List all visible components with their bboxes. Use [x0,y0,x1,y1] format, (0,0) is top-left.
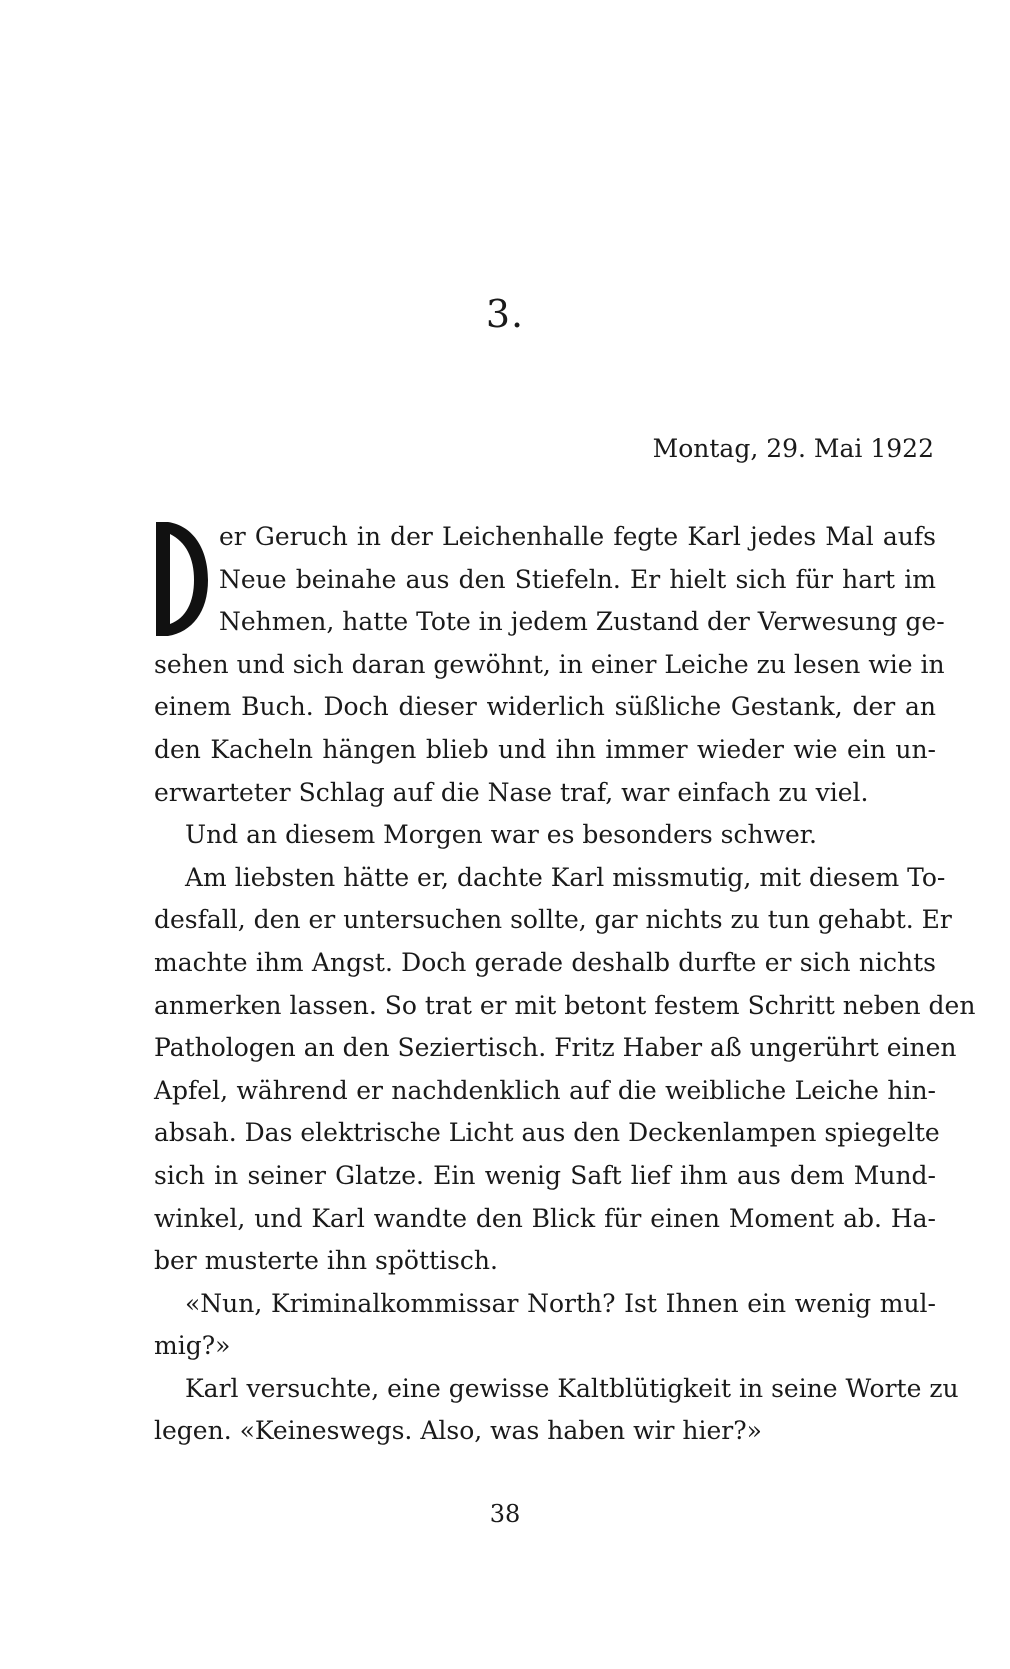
page-number: 38 [489,1500,521,1528]
text-line: er Geruch in der Leichenhalle fegte Karl jedes Mal aufs [219,522,936,551]
text-line: sich in seiner Glatze. Ein wenig Saft lief ihm aus dem Mund- [154,1160,936,1190]
text-line: Neue beinahe aus den Stiefeln. Er hielt sich für hart im [219,564,936,594]
text-line: Am liebsten hätte er, dachte Karl missmutig, mit diesem To- [185,862,946,892]
text-line: legen. «Keineswegs. Also, was haben wir hier?» [154,1416,762,1446]
text-line: winkel, und Karl wandte den Blick für einen Moment ab. Ha- [154,1203,936,1233]
text-line: den Kacheln hängen blieb und ihn immer wieder wie ein un- [154,734,936,764]
text-line: ber musterte ihn spöttisch. [154,1246,498,1276]
chapter-text [154,516,976,1453]
text-line: Apfel, während er nachdenklich auf die weibliche Leiche hin- [154,1075,936,1105]
text-line: sehen und sich daran gewöhnt, in einer Leiche zu lesen wie in [154,649,945,679]
text-line: Karl versuchte, eine gewisse Kaltblütigkeit in seine Worte zu [185,1373,959,1403]
text-line: Pathologen an den Seziertisch. Fritz Haber aß ungerührt einen [154,1033,957,1063]
text-line: «Nun, Kriminalkommissar North? Ist Ihnen ein wenig mul- [185,1288,936,1318]
text-line: einem Buch. Doch dieser widerlich süßliche Gestank, der an [154,692,936,722]
text-line: mig?» [154,1331,231,1361]
text-line: erwarteter Schlag auf die Nase traf, war einfach zu viel. [154,777,869,807]
date-line: Montag, 29. Mai 1922 [652,434,934,463]
chapter-number: 3. [485,292,525,336]
text-line: machte ihm Angst. Doch gerade deshalb durfte er sich nichts [154,947,936,977]
text-line: absah. Das elektrische Licht aus den Deckenlampen spiegelte [154,1118,940,1148]
text-line: anmerken lassen. So trat er mit betont festem Schritt neben den [154,990,976,1020]
text-line: Und an diesem Morgen war es besonders schwer. [185,820,817,850]
drop-cap [154,520,210,638]
text-line: desfall, den er untersuchen sollte, gar nichts zu tun gehabt. Er [154,905,952,935]
text-line: Nehmen, hatte Tote in jedem Zustand der Verwesung ge- [219,607,945,637]
